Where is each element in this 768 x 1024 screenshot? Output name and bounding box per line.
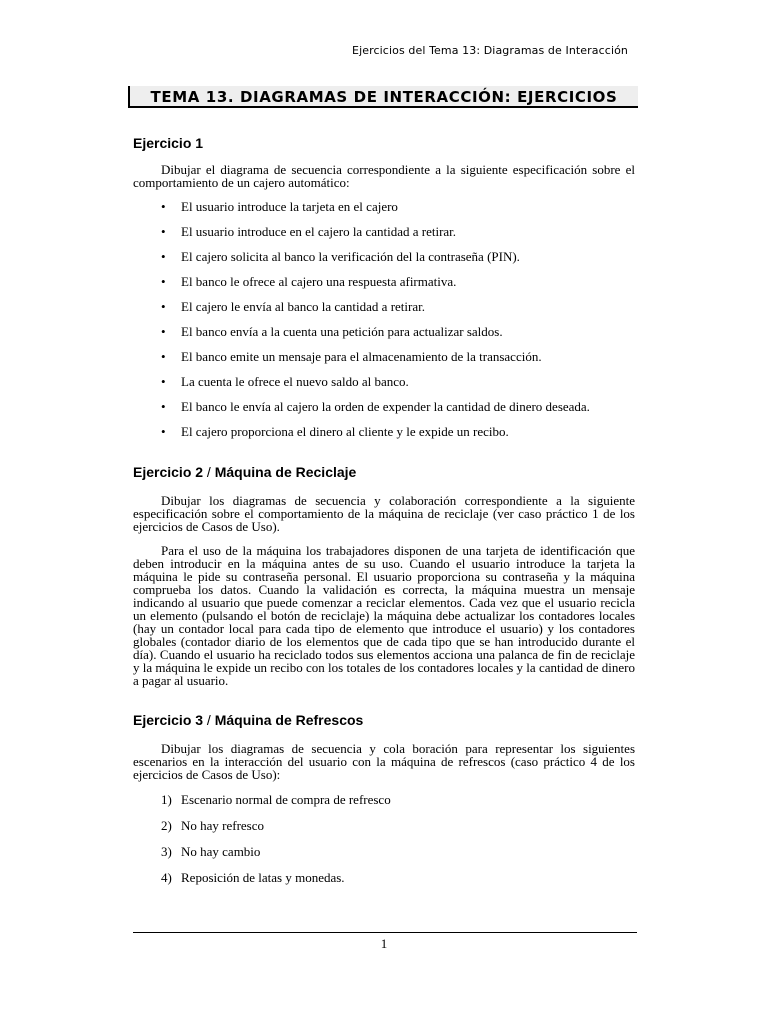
- bullet-icon: •: [161, 324, 166, 339]
- list-item: • El cajero solicita al banco la verificación del la contraseña (PIN).: [161, 249, 520, 264]
- bullet-icon: •: [161, 274, 166, 289]
- bullet-icon: •: [161, 224, 166, 239]
- document-title: TEMA 13. DIAGRAMAS DE INTERACCIÓN: EJERCICIOS: [150, 88, 618, 106]
- list-item: • El usuario introduce la tarjeta en el cajero: [161, 199, 398, 214]
- bullet-icon: •: [161, 424, 166, 439]
- list-item: • El banco envía a la cuenta una petición para actualizar saldos.: [161, 324, 503, 339]
- bullet-icon: •: [161, 349, 166, 364]
- running-header: Ejercicios del Tema 13: Diagramas de Interacción: [352, 44, 628, 57]
- list-item: • El banco le envía al cajero la orden de expender la cantidad de dinero deseada.: [161, 399, 590, 414]
- list-item: 1) Escenario normal de compra de refresco: [161, 792, 391, 807]
- list-item: • El cajero le envía al banco la cantidad a retirar.: [161, 299, 425, 314]
- bullet-icon: •: [161, 299, 166, 314]
- document-title-box: [128, 86, 638, 108]
- exercise-3-heading: Ejercicio 3 / Máquina de Refrescos: [133, 712, 364, 728]
- list-item: • El usuario introduce en el cajero la cantidad a retirar.: [161, 224, 457, 239]
- bullet-icon: •: [161, 199, 166, 214]
- exercise-2-heading: Ejercicio 2 / Máquina de Reciclaje: [133, 464, 357, 480]
- document-body: [133, 134, 635, 885]
- list-item: 3) No hay cambio: [161, 844, 261, 859]
- exercise-1-intro: Dibujar el diagrama de secuencia correspondiente a la siguiente especificación sobre el comportamiento de un cajero automático:: [133, 162, 635, 190]
- exercise-2-paragraph-2: Para el uso de la máquina los trabajadores disponen de una tarjeta de identificación que deben introducir en la máquina antes de su uso. Cuando el usuario introduce la tarjeta la máquina le pide su contraseña personal. El usuario proporciona su contraseña y la máquina comprueba los datos. Cuando la validación es correcta, la máquina muestra un mensaje indicando al usuario que puede comenzar a reciclar elementos. Cada vez que el usuario recicla un elemento (pulsando el botón de reciclaje) la máquina debe actualizar los contadores locales (hay un contador local para cada tipo de elemento que introduce el usuario) y los contadores globales (contador diario de los elementos que de cada tipo que se han introducido durante el día). Cuando el usuario ha reciclado todos sus elementos acciona una palanca de fin de reciclaje y la máquina le expide un recibo con los totales de los contadores locales y la cantidad de dinero a pagar al usuario.: [133, 543, 635, 688]
- exercise-1-list: [133, 200, 635, 439]
- list-item: 4) Reposición de latas y monedas.: [161, 870, 345, 885]
- exercise-1-heading: Ejercicio 1: [133, 135, 204, 151]
- bullet-icon: •: [161, 249, 166, 264]
- footer-divider: [133, 932, 637, 933]
- exercise-3-paragraph: Dibujar los diagramas de secuencia y cola boración para representar los siguientes escenarios en la interacción del usuario con la máquina de refrescos (caso práctico 4 de los ejercicios de Casos de Uso):: [133, 741, 635, 782]
- list-item: • El banco le ofrece al cajero una respuesta afirmativa.: [161, 274, 457, 289]
- list-item: • El cajero proporciona el dinero al cliente y le expide un recibo.: [161, 424, 509, 439]
- list-item: • La cuenta le ofrece el nuevo saldo al banco.: [161, 374, 409, 389]
- bullet-icon: •: [161, 399, 166, 414]
- page-number: 1: [380, 936, 388, 951]
- list-item: 2) No hay refresco: [161, 818, 265, 833]
- exercise-3-list: [133, 793, 635, 885]
- list-item: • El banco emite un mensaje para el almacenamiento de la transacción.: [161, 349, 542, 364]
- bullet-icon: •: [161, 374, 166, 389]
- exercise-2-paragraph-1: Dibujar los diagramas de secuencia y colaboración correspondiente a la siguiente especificación sobre el comportamiento de la máquina de reciclaje (ver caso práctico 1 de los ejercicios de Casos de Uso).: [133, 493, 635, 534]
